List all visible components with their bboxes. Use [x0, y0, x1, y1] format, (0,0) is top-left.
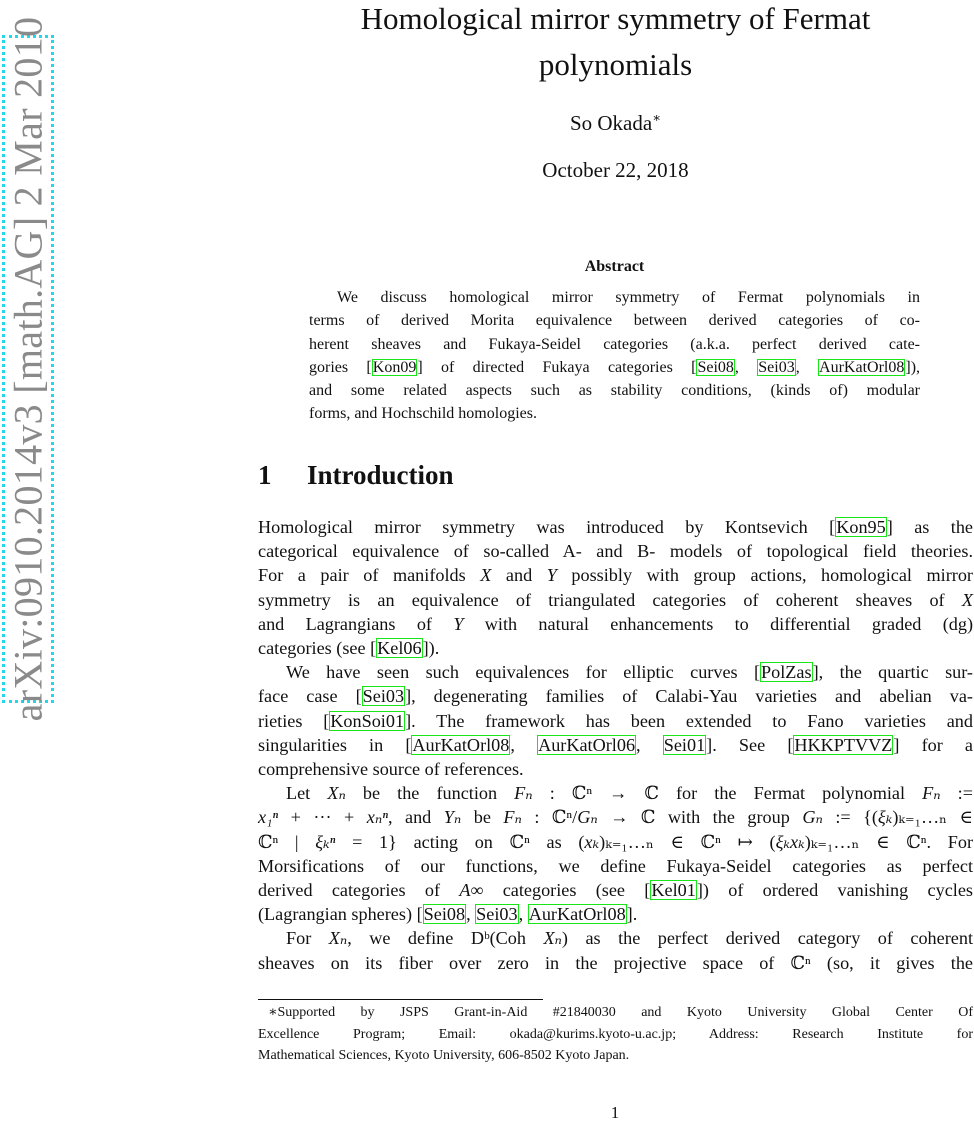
footnote — [258, 1002, 973, 1067]
text-run: gories [ — [309, 358, 372, 376]
body-text — [258, 515, 973, 975]
text-run: For — [286, 928, 329, 949]
text-run: face case [ — [258, 686, 362, 707]
section-number: 1 — [258, 460, 272, 490]
text-run: symmetry is an equivalence of triangulated categories of coherent sheaves of — [258, 589, 962, 610]
text-line — [258, 636, 973, 660]
text-run: Mathematical Sciences, Kyoto University, 606-8502 Kyoto Japan. — [258, 1048, 630, 1063]
date: October 22, 2018 — [542, 158, 689, 182]
text-line — [258, 612, 973, 636]
text-run: , — [518, 904, 528, 925]
math-symbol: Gₙ — [577, 807, 598, 828]
citation-link[interactable]: AurKatOrl08 — [412, 734, 510, 755]
math-symbol: A — [459, 880, 471, 901]
math-symbol: Fₙ — [503, 807, 522, 828]
text-run: For a pair of manifolds — [258, 565, 481, 586]
text-run: We have seen such equivalences for elliptic curves [ — [286, 662, 761, 683]
text-line — [258, 1045, 973, 1067]
citation-link[interactable]: HKKPTVVZ — [794, 734, 893, 755]
text-run: singularities in [ — [258, 734, 412, 755]
math-symbol: Gₙ — [802, 807, 823, 828]
text-line — [258, 709, 973, 733]
math-symbol: Y — [546, 565, 557, 586]
text-run: , — [510, 734, 538, 755]
citation-link[interactable]: AurKatOrl08 — [819, 358, 905, 376]
text-run: rieties [ — [258, 710, 330, 731]
text-run: and Lagrangians of — [258, 613, 454, 634]
section-title: Introduction — [307, 460, 454, 490]
text-run: forms, and Hochschild homologies. — [309, 405, 537, 423]
citation-link[interactable]: Kon09 — [372, 358, 417, 376]
text-line — [258, 902, 973, 926]
text-run: : ℂⁿ → ℂ for the Fermat polynomial — [532, 783, 923, 804]
text-line — [309, 333, 920, 356]
citation-link[interactable]: PolZas — [761, 662, 812, 683]
math-symbol: Xₙ — [327, 783, 346, 804]
text-line — [258, 588, 973, 612]
citation-link[interactable]: Sei03 — [758, 358, 795, 376]
text-run: )ₖ₌₁…ₙ ∈ ℂⁿ. For — [804, 831, 973, 852]
text-run: ] as the — [886, 517, 973, 537]
citation-link[interactable]: Sei08 — [423, 904, 466, 925]
citation-link[interactable]: Sei03 — [476, 904, 518, 925]
math-symbol: Xₙ — [328, 928, 348, 949]
text-run: herent sheaves and Fukaya-Seidel categories (a.k.a. perfect derived cate- — [309, 335, 920, 353]
arxiv-identifier: arXiv:0910.2014v3 [math.AG] 2 Mar 2010 — [5, 16, 51, 722]
text-run: Homological mirror symmetry was introduced by Kontsevich [ — [258, 517, 836, 537]
text-line — [258, 1024, 973, 1046]
text-run: , and — [387, 807, 444, 828]
text-line — [258, 878, 973, 902]
text-run: , — [734, 358, 758, 376]
text-line — [309, 356, 920, 379]
text-line — [258, 563, 973, 587]
text-run: Morsifications of our functions, we define Fukaya-Seidel categories as perfect — [258, 855, 973, 876]
citation-link[interactable]: AurKatOrl08 — [528, 904, 626, 925]
arxiv-stamp — [2, 16, 54, 722]
citation-link[interactable]: Kel01 — [651, 880, 696, 901]
text-line — [258, 684, 973, 708]
text-line — [258, 733, 973, 757]
page-number: 1 — [610, 1103, 620, 1122]
citation-link[interactable]: Kon95 — [836, 517, 886, 537]
text-run: ∗Supported by JSPS Grant-in-Aid #21840030 and Kyoto University Global Center Of — [268, 1005, 973, 1020]
text-run: ], the quartic sur- — [812, 662, 973, 683]
text-run: Excellence Program; Email: okada@kurims.kyoto-u.ac.jp; Address: Research Institute for — [258, 1026, 973, 1042]
text-run: , we define Dᵇ(Coh — [347, 928, 544, 949]
text-run: ℂⁿ | — [258, 831, 316, 852]
text-run: and — [491, 565, 547, 586]
text-line — [258, 757, 973, 781]
text-run: ] for a — [893, 734, 974, 755]
text-run: , — [466, 904, 476, 925]
text-run: ]). — [422, 638, 440, 659]
text-run: ] of directed Fukaya categories [ — [417, 358, 697, 376]
text-run: categorical equivalence of so-called A- and B- models of topological field theories. — [258, 541, 973, 562]
text-line — [258, 660, 973, 684]
text-line — [309, 402, 920, 425]
math-symbol: ξₖⁿ — [315, 831, 336, 852]
text-run: Let — [286, 783, 328, 804]
paper-title — [258, 0, 973, 88]
text-run: ]. — [626, 904, 638, 925]
text-run: We discuss homological mirror symmetry of Fermat polynomials in — [337, 289, 920, 306]
author — [258, 110, 973, 136]
text-line — [258, 1002, 973, 1024]
section-heading — [258, 460, 454, 491]
text-run: → ℂ with the group — [597, 807, 803, 828]
abstract-heading: Abstract — [584, 258, 645, 275]
text-run: categories (see [ — [258, 638, 377, 659]
text-run: + ··· + — [278, 807, 367, 828]
citation-link[interactable]: KonSoi01 — [330, 710, 405, 731]
text-run: be — [461, 807, 504, 828]
title-line: Homological mirror symmetry of Fermat — [360, 1, 871, 36]
text-line — [309, 286, 920, 309]
math-symbol: Fₙ — [922, 783, 941, 804]
text-run: (Lagrangian spheres) [ — [258, 904, 423, 925]
math-symbol: x₁ⁿ — [258, 807, 279, 828]
text-run: : ℂⁿ/ — [521, 807, 578, 828]
text-run: ]), — [905, 358, 921, 376]
text-line — [258, 515, 973, 539]
text-run: ) as the perfect derived category of coherent — [561, 928, 974, 949]
text-run: , — [795, 358, 819, 376]
text-run: ]) of ordered vanishing cycles — [696, 880, 973, 901]
text-line — [258, 781, 973, 805]
math-symbol: xₙⁿ — [366, 807, 388, 828]
text-run: = 1} acting on ℂⁿ as ( — [335, 831, 585, 852]
text-run: and some related aspects such as stability conditions, (kinds of) modular — [309, 382, 920, 400]
text-line — [258, 951, 973, 975]
math-symbol: xₖ — [584, 831, 600, 852]
text-run: ], degenerating families of Calabi-Yau varieties and abelian va- — [405, 686, 973, 707]
text-line — [258, 926, 973, 950]
abstract-text — [309, 286, 920, 426]
text-run: ]. See [ — [706, 734, 794, 755]
author-name: So Okada — [569, 111, 653, 135]
text-line — [258, 830, 973, 854]
math-symbol: Fₙ — [514, 783, 533, 804]
math-symbol: ξₖxₖ — [775, 831, 805, 852]
math-symbol: Xₙ — [543, 928, 562, 949]
text-run: , — [636, 734, 663, 755]
text-run: := {( — [822, 807, 878, 828]
math-symbol: Yₙ — [443, 807, 462, 828]
citation-link[interactable]: Sei03 — [362, 686, 405, 707]
text-run: sheaves on its fiber over zero in the projective space of ℂⁿ (so, it gives the — [258, 952, 973, 973]
text-run: )ₖ₌₁…ₙ ∈ ℂⁿ ↦ ( — [599, 831, 776, 852]
footnote-rule — [258, 999, 543, 1000]
citation-link[interactable]: Sei01 — [663, 734, 706, 755]
text-line — [309, 309, 920, 332]
citation-link[interactable]: AurKatOrl06 — [538, 734, 636, 755]
text-run: ]. The framework has been extended to Fano varieties and — [405, 710, 973, 731]
text-run: := — [940, 783, 973, 804]
math-symbol: Y — [453, 613, 464, 634]
citation-link[interactable]: Kel06 — [377, 638, 422, 659]
citation-link[interactable]: Sei08 — [697, 358, 734, 376]
text-line — [309, 379, 920, 402]
text-line — [258, 805, 973, 829]
text-run: derived categories of — [258, 880, 460, 901]
title-line: polynomials — [538, 47, 693, 82]
text-run: comprehensive source of references. — [258, 759, 524, 780]
text-line — [258, 539, 973, 563]
text-run: ∞ categories (see [ — [470, 880, 651, 901]
footnote-mark: ∗ — [652, 110, 662, 125]
text-run: possibly with group actions, homological mirror — [556, 565, 973, 586]
text-run: )ₖ₌₁…ₙ ∈ — [892, 807, 974, 828]
text-line — [258, 854, 973, 878]
text-run: with natural enhancements to differential graded (dg) — [463, 613, 974, 634]
text-run: terms of derived Morita equivalence between derived categories of co- — [309, 312, 920, 330]
text-run: be the function — [345, 783, 515, 804]
math-symbol: X — [480, 565, 492, 586]
math-symbol: ξₖ — [877, 807, 893, 828]
math-symbol: X — [961, 589, 973, 610]
